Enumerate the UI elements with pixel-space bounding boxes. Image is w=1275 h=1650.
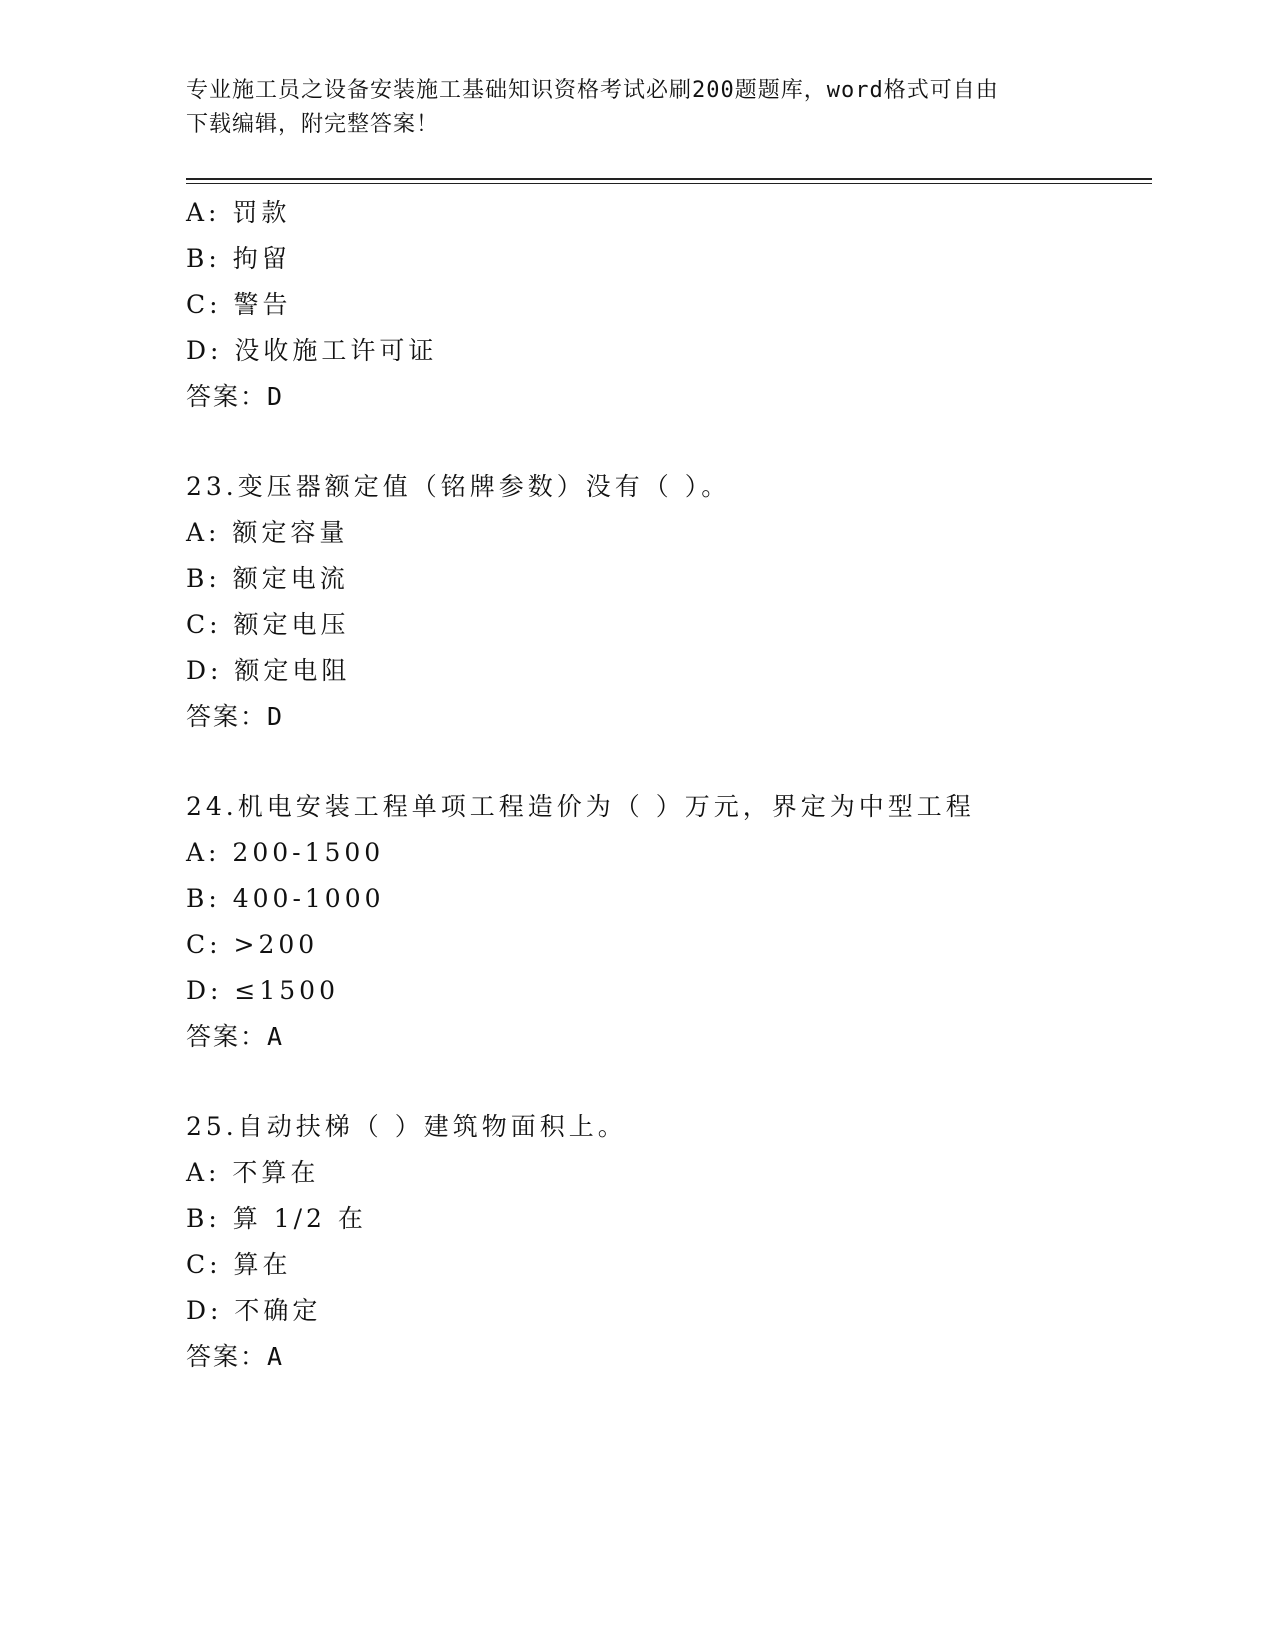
header-divider-thin <box>186 183 1152 184</box>
header-divider-thick <box>186 178 1152 180</box>
option-c: C: 警告 <box>186 290 292 319</box>
option-b: B: 算 1/2 在 <box>186 1204 367 1233</box>
question-spacer <box>186 1060 1146 1104</box>
document-header <box>186 74 1066 142</box>
question-list <box>186 190 1146 1380</box>
question-spacer <box>186 740 1146 784</box>
answer: 答案：A <box>186 1022 285 1051</box>
question-23 <box>186 464 1146 740</box>
question-25 <box>186 1104 1146 1380</box>
header-title-line-1: 专业施工员之设备安装施工基础知识资格考试必刷200题题库，word格式可自由 <box>186 78 999 103</box>
answer: 答案：A <box>186 1342 285 1371</box>
header-title-line-2: 下载编辑，附完整答案！ <box>186 112 440 137</box>
answer: 答案：D <box>186 702 285 731</box>
question-22 <box>186 190 1146 420</box>
option-a: A: 罚款 <box>186 198 291 227</box>
option-b: B: 拘留 <box>186 244 291 273</box>
option-d: D: ≤1500 <box>186 976 339 1005</box>
option-b: B: 额定电流 <box>186 564 349 593</box>
option-c: C: 额定电压 <box>186 610 350 639</box>
option-d: D: 额定电阻 <box>186 656 351 685</box>
question-text: 25.自动扶梯（ ）建筑物面积上。 <box>186 1112 627 1141</box>
option-a: A: 200-1500 <box>186 838 385 867</box>
option-d: D: 不确定 <box>186 1296 322 1325</box>
question-24 <box>186 784 1146 1060</box>
option-c: C: >200 <box>186 930 319 959</box>
answer: 答案：D <box>186 382 285 411</box>
option-d: D: 没收施工许可证 <box>186 336 438 365</box>
option-b: B: 400-1000 <box>186 884 385 913</box>
option-a: A: 额定容量 <box>186 518 349 547</box>
question-spacer <box>186 420 1146 464</box>
question-text: 23.变压器额定值（铭牌参数）没有（ ）。 <box>186 472 731 501</box>
option-a: A: 不算在 <box>186 1158 320 1187</box>
question-text: 24.机电安装工程单项工程造价为（ ）万元，界定为中型工程 <box>186 792 975 821</box>
option-c: C: 算在 <box>186 1250 292 1279</box>
